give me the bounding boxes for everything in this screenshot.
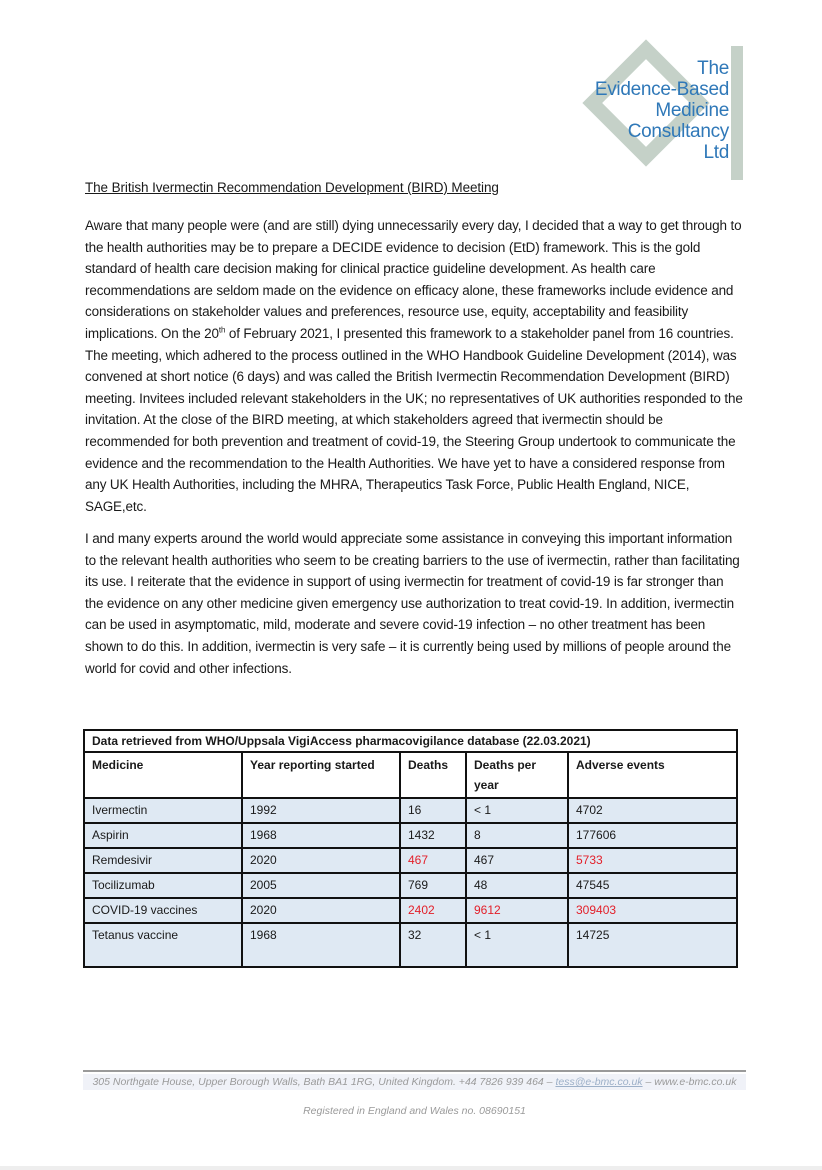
cell-adverse-events-highlighted: 5733 [568, 848, 737, 873]
table-caption-row [84, 730, 737, 752]
table-row [84, 823, 737, 848]
cell-medicine: Ivermectin [84, 798, 242, 823]
cell-medicine: Tocilizumab [84, 873, 242, 898]
footer-email-link[interactable]: tess@e-bmc.co.uk [555, 1076, 643, 1088]
cell-deaths-per-year: 48 [466, 873, 568, 898]
footer-registration: Registered in England and Wales no. 08690151 [303, 1105, 526, 1117]
paragraph-bird-meeting [85, 215, 745, 517]
cell-medicine: Tetanus vaccine [84, 923, 242, 967]
cell-year: 2020 [242, 848, 400, 873]
cell-deaths-per-year: 8 [466, 823, 568, 848]
table-row [84, 923, 737, 967]
cell-deaths: 1432 [400, 823, 466, 848]
paragraph-appeal: I and many experts around the world would appreciate some assistance in conveying this important information to the relevant health authorities who seem to be creating barriers to the use of ivermectin, rather than facilitating its use. I reiterate that the evidence in support of using ivermectin for treatment of covid-19 is far stronger than the evidence on any other medicine given emergency use authorization to treat covid-19. In addition, ivermectin can be used in asymptomatic, mild, moderate and severe covid-19 infection – no other treatment has been shown to do this. In addition, ivermectin is very safe – it is currently being used by millions of people around the world for covid and other infections. [85, 531, 740, 676]
cell-year: 2020 [242, 898, 400, 923]
table-row [84, 898, 737, 923]
page-bottom-edge [0, 1166, 822, 1170]
column-header-year: Year reporting started [242, 752, 400, 798]
paragraph-text: Aware that many people were (and are still) dying unnecessarily every day, I decided that a way to get through to the health authorities may be to prepare a DECIDE evidence to decision (EtD) framework. This is the gold standard of health care decision making for clinical practice guideline development. As health care recommendations are seldom made on the evidence on efficacy alone, these frameworks include evidence and considerations on stakeholder values and preferences, resource use, equity, acceptability and feasibility implications. On the 20 [85, 218, 742, 341]
cell-deaths: 16 [400, 798, 466, 823]
logo-text [595, 58, 729, 163]
cell-deaths-per-year: < 1 [466, 923, 568, 967]
column-header-deaths-per-year: Deaths per year [466, 752, 568, 798]
table-row [84, 873, 737, 898]
cell-medicine: COVID-19 vaccines [84, 898, 242, 923]
document-title: The British Ivermectin Recommendation Development (BIRD) Meeting [85, 180, 499, 195]
paragraph-text: of February 2021, I presented this framework to a stakeholder panel from 16 countries. The meeting, which adhered to the process outlined in the WHO Handbook Guideline Development (2014), was convened at short notice (6 days) and was called the British Ivermectin Recommendation Development (BIRD) meeting. Invitees included relevant stakeholders in the UK; no representatives of UK authorities responded to the invitation. At the close of the BIRD meeting, at which stakeholders agreed that ivermectin should be recommended for both prevention and treatment of covid-19, the Steering Group undertook to communicate the evidence and the recommendation to the Health Authorities. We have yet to have a considered response from any UK Health Authorities, including the MHRA, Therapeutics Task Force, Public Health England, NICE, SAGE,etc. [85, 325, 743, 514]
column-header-medicine: Medicine [84, 752, 242, 798]
table-caption: Data retrieved from WHO/Uppsala VigiAccess pharmacovigilance database (22.03.2021) [84, 730, 737, 752]
cell-year: 1992 [242, 798, 400, 823]
logo-line: Evidence-Based [594, 79, 729, 100]
table-header-row [84, 752, 737, 798]
cell-year: 1968 [242, 923, 400, 967]
logo-vertical-bar [731, 46, 743, 180]
column-header-adverse-events: Adverse events [568, 752, 737, 798]
logo-line: Ltd [703, 142, 729, 163]
cell-medicine: Remdesivir [84, 848, 242, 873]
cell-adverse-events: 4702 [568, 798, 737, 823]
cell-deaths-highlighted: 2402 [400, 898, 466, 923]
cell-year: 2005 [242, 873, 400, 898]
cell-adverse-events: 177606 [568, 823, 737, 848]
footer-separator: – [642, 1076, 655, 1088]
cell-year: 1968 [242, 823, 400, 848]
cell-adverse-events: 47545 [568, 873, 737, 898]
pharmacovigilance-table [83, 729, 738, 968]
cell-deaths: 32 [400, 923, 466, 967]
footer-divider [83, 1070, 746, 1072]
superscript: th [218, 325, 226, 335]
cell-adverse-events: 14725 [568, 923, 737, 967]
footer-address [83, 1074, 746, 1090]
cell-deaths-per-year: < 1 [466, 798, 568, 823]
cell-deaths: 769 [400, 873, 466, 898]
cell-deaths-per-year-highlighted: 9612 [466, 898, 568, 923]
table-row [84, 848, 737, 873]
cell-medicine: Aspirin [84, 823, 242, 848]
logo-line: Medicine [655, 100, 729, 121]
footer-address-text: 305 Northgate House, Upper Borough Walls, Bath BA1 1RG, United Kingdom. +44 7826 939 464 – [92, 1076, 556, 1088]
column-header-deaths: Deaths [400, 752, 466, 798]
cell-deaths-per-year: 467 [466, 848, 568, 873]
table-row [84, 798, 737, 823]
logo-line: Consultancy [627, 121, 729, 142]
cell-deaths-highlighted: 467 [400, 848, 466, 873]
logo-line: The [697, 58, 729, 79]
cell-adverse-events-highlighted: 309403 [568, 898, 737, 923]
company-logo [583, 44, 773, 184]
footer-website-link[interactable]: www.e-bmc.co.uk [654, 1076, 737, 1088]
